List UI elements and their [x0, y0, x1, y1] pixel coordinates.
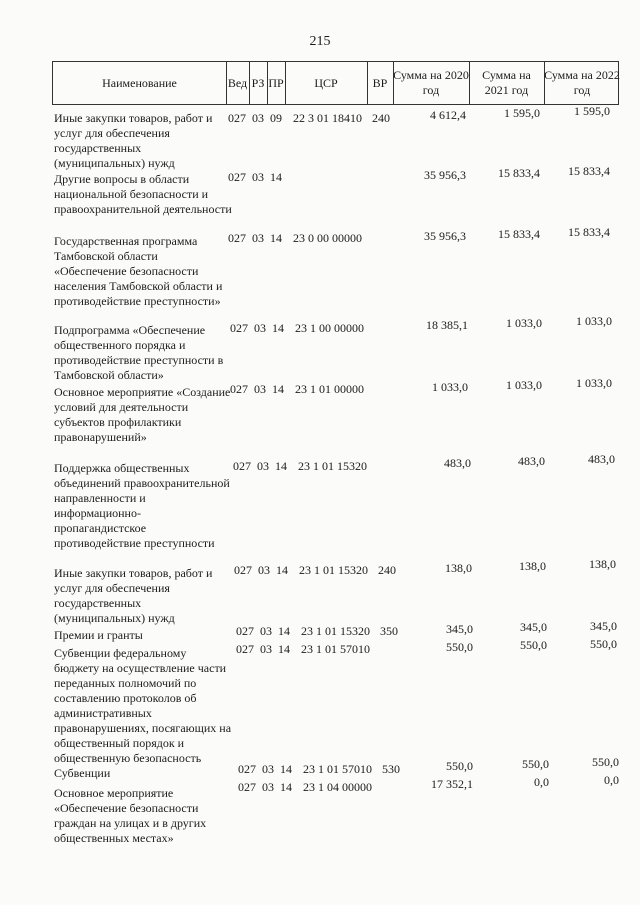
row-csr: 23 1 00 00000	[295, 321, 364, 335]
row-name: Поддержка общественных объединений правоохранительной направленности и информационно-пропагандистское противодействие преступности	[54, 461, 230, 550]
row-sum-2021: 1 033,0	[506, 378, 542, 392]
header-ved: Вед	[227, 75, 248, 90]
row-csr: 23 1 01 57010	[303, 762, 372, 776]
row-rz: 03	[258, 563, 270, 577]
row-ved: 027	[233, 459, 251, 473]
row-name: Субвенции федеральному бюджету на осуществление части переданных полномочий по составлению протоколов об административных правонарушениях, посягающих на общественный порядок и общественную безопасность	[54, 646, 232, 765]
row-sum-2020: 35 956,3	[424, 168, 466, 182]
row-sum-2022: 15 833,4	[568, 225, 610, 239]
row-csr: 23 0 00 00000	[293, 231, 362, 245]
row-sum-2022: 1 033,0	[576, 314, 612, 328]
row-name: Премии и гранты	[54, 628, 143, 642]
row-pr: 14	[280, 780, 292, 794]
header-sum-2020: Сумма на 2020 год	[393, 68, 469, 97]
header-name: Наименование	[102, 75, 177, 90]
row-sum-2021: 550,0	[522, 757, 549, 771]
row-name: Иные закупки товаров, работ и услуг для обеспечения государственных (муниципальных) нужд	[54, 111, 213, 170]
row-sum-2020: 1 033,0	[432, 380, 468, 394]
row-sum-2021: 15 833,4	[498, 166, 540, 180]
row-pr: 14	[278, 642, 290, 656]
row-csr: 23 1 01 00000	[295, 382, 364, 396]
row-sum-2021: 1 595,0	[504, 106, 540, 120]
table-header	[52, 61, 619, 105]
row-name: Основное мероприятие «Создание условий для деятельности субъектов профилактики правонарушений»	[54, 385, 231, 444]
row-pr: 14	[272, 382, 284, 396]
row-rz: 03	[254, 321, 266, 335]
row-rz: 03	[260, 642, 272, 656]
row-sum-2020: 138,0	[445, 561, 472, 575]
row-pr: 14	[270, 170, 282, 184]
header-vr: ВР	[372, 75, 388, 90]
row-csr: 23 1 04 00000	[303, 780, 372, 794]
row-name: Основное мероприятие «Обеспечение безопасности граждан на улицах и в других общественных местах»	[54, 786, 207, 845]
row-sum-2021: 345,0	[520, 620, 547, 634]
row-pr: 14	[272, 321, 284, 335]
row-vr: 240	[378, 563, 396, 577]
row-sum-2021: 15 833,4	[498, 227, 540, 241]
row-vr: 350	[380, 624, 398, 638]
row-sum-2022: 15 833,4	[568, 164, 610, 178]
row-ved: 027	[236, 624, 254, 638]
row-sum-2020: 550,0	[446, 640, 473, 654]
row-csr: 23 1 01 15320	[298, 459, 367, 473]
row-rz: 03	[254, 382, 266, 396]
row-ved: 027	[236, 642, 254, 656]
row-sum-2022: 550,0	[592, 755, 619, 769]
row-sum-2021: 483,0	[518, 454, 545, 468]
row-sum-2022: 0,0	[604, 773, 619, 787]
page-number: 215	[309, 34, 331, 49]
row-ved: 027	[228, 170, 246, 184]
header-sum-2022: Сумма на 2022 год	[544, 68, 620, 97]
row-ved: 027	[238, 780, 256, 794]
row-sum-2022: 550,0	[590, 637, 617, 651]
row-rz: 03	[262, 780, 274, 794]
row-rz: 03	[252, 231, 264, 245]
row-sum-2021: 550,0	[520, 638, 547, 652]
row-rz: 03	[260, 624, 272, 638]
row-sum-2020: 18 385,1	[426, 318, 468, 332]
row-name: Подпрограмма «Обеспечение общественного порядка и противодействие преступности в Тамбовской области»	[54, 323, 224, 382]
row-name: Другие вопросы в области национальной безопасности и правоохранительной деятельности	[54, 172, 232, 216]
row-sum-2021: 1 033,0	[506, 316, 542, 330]
row-ved: 027	[234, 563, 252, 577]
row-sum-2020: 35 956,3	[424, 229, 466, 243]
row-rz: 03	[257, 459, 269, 473]
row-name: Иные закупки товаров, работ и услуг для обеспечения государственных (муниципальных) нужд	[54, 566, 213, 625]
row-rz: 03	[262, 762, 274, 776]
row-csr: 22 3 01 18410	[293, 111, 362, 125]
row-ved: 027	[228, 111, 246, 125]
row-sum-2021: 0,0	[534, 775, 549, 789]
row-sum-2020: 4 612,4	[430, 108, 466, 122]
header-pr: ПР	[268, 75, 284, 90]
row-vr: 530	[382, 762, 400, 776]
row-vr: 240	[372, 111, 390, 125]
row-sum-2020: 550,0	[446, 759, 473, 773]
header-csr: ЦСР	[314, 75, 338, 90]
row-ved: 027	[228, 231, 246, 245]
row-pr: 14	[280, 762, 292, 776]
row-ved: 027	[238, 762, 256, 776]
row-ved: 027	[230, 382, 248, 396]
row-sum-2022: 1 595,0	[574, 104, 610, 118]
row-sum-2021: 138,0	[519, 559, 546, 573]
row-pr: 14	[276, 563, 288, 577]
row-pr: 09	[270, 111, 282, 125]
row-rz: 03	[252, 111, 264, 125]
row-csr: 23 1 01 57010	[301, 642, 370, 656]
header-sum-2021: Сумма на 2021 год	[482, 68, 531, 97]
row-pr: 14	[275, 459, 287, 473]
row-sum-2020: 345,0	[446, 622, 473, 636]
row-name: Субвенции	[54, 766, 111, 780]
row-sum-2022: 1 033,0	[576, 376, 612, 390]
row-ved: 027	[230, 321, 248, 335]
row-sum-2020: 483,0	[444, 456, 471, 470]
row-pr: 14	[270, 231, 282, 245]
row-sum-2022: 138,0	[589, 557, 616, 571]
row-csr: 23 1 01 15320	[301, 624, 370, 638]
row-sum-2022: 345,0	[590, 619, 617, 633]
row-sum-2020: 17 352,1	[431, 777, 473, 791]
row-sum-2022: 483,0	[588, 452, 615, 466]
row-pr: 14	[278, 624, 290, 638]
row-csr: 23 1 01 15320	[299, 563, 368, 577]
row-rz: 03	[252, 170, 264, 184]
header-rz: РЗ	[251, 75, 265, 90]
row-name: Государственная программа Тамбовской области «Обеспечение безопасности населения Тамбовской области и противодействие преступности»	[54, 234, 223, 308]
